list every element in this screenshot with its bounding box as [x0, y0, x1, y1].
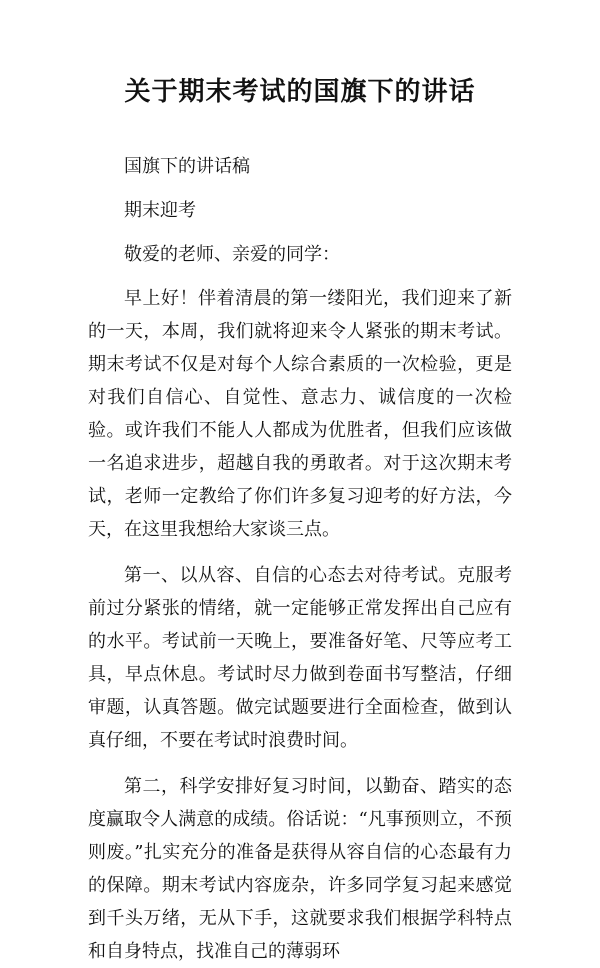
paragraph-5: 第一、以从容、自信的心态去对待考试。克服考前过分紧张的情绪，就一定能够正常发挥出自己应有的水平。考试前一天晚上，要准备好笔、尺等应考工具，早点休息。考试时尽力做到卷面书写整洁，仔细审题，认真答题。做完试题要进行全面检查，做到认真仔细，不要在考试时浪费时间。: [88, 565, 512, 751]
paragraph-3: 敬爱的老师、亲爱的同学：: [124, 244, 340, 265]
paragraph-4: 早上好！伴着清晨的第一缕阳光，我们迎来了新的一天，本周，我们就将迎来令人紧张的期末考试。期末考试不仅是对每个人综合素质的一次检验，更是对我们自信心、自觉性、意志力、诚信度的一次检验。或许我们不能人人都成为优胜者，但我们应该做一名追求进步，超越自我的勇敢者。对于这次期末考试，老师一定教给了你们许多复习迎考的好方法，今天，在这里我想给大家谈三点。: [88, 288, 512, 540]
paragraph-2: 期末迎考: [124, 200, 196, 221]
document-title: 关于期末考试的国旗下的讲话: [124, 77, 476, 107]
document-body: [88, 150, 512, 968]
paragraph-6: 第二，科学安排好复习时间，以勤奋、踏实的态度赢取令人满意的成绩。俗话说：“凡事预则立，不预则废。”扎实充分的准备是获得从容自信的心态最有力的保障。期末考试内容庞杂，许多同学复习起来感觉到千头万绪，无从下手，这就要求我们根据学科特点和自身特点，找准自己的薄弱环: [88, 776, 512, 962]
paragraph-1: 国旗下的讲话稿: [124, 156, 250, 177]
